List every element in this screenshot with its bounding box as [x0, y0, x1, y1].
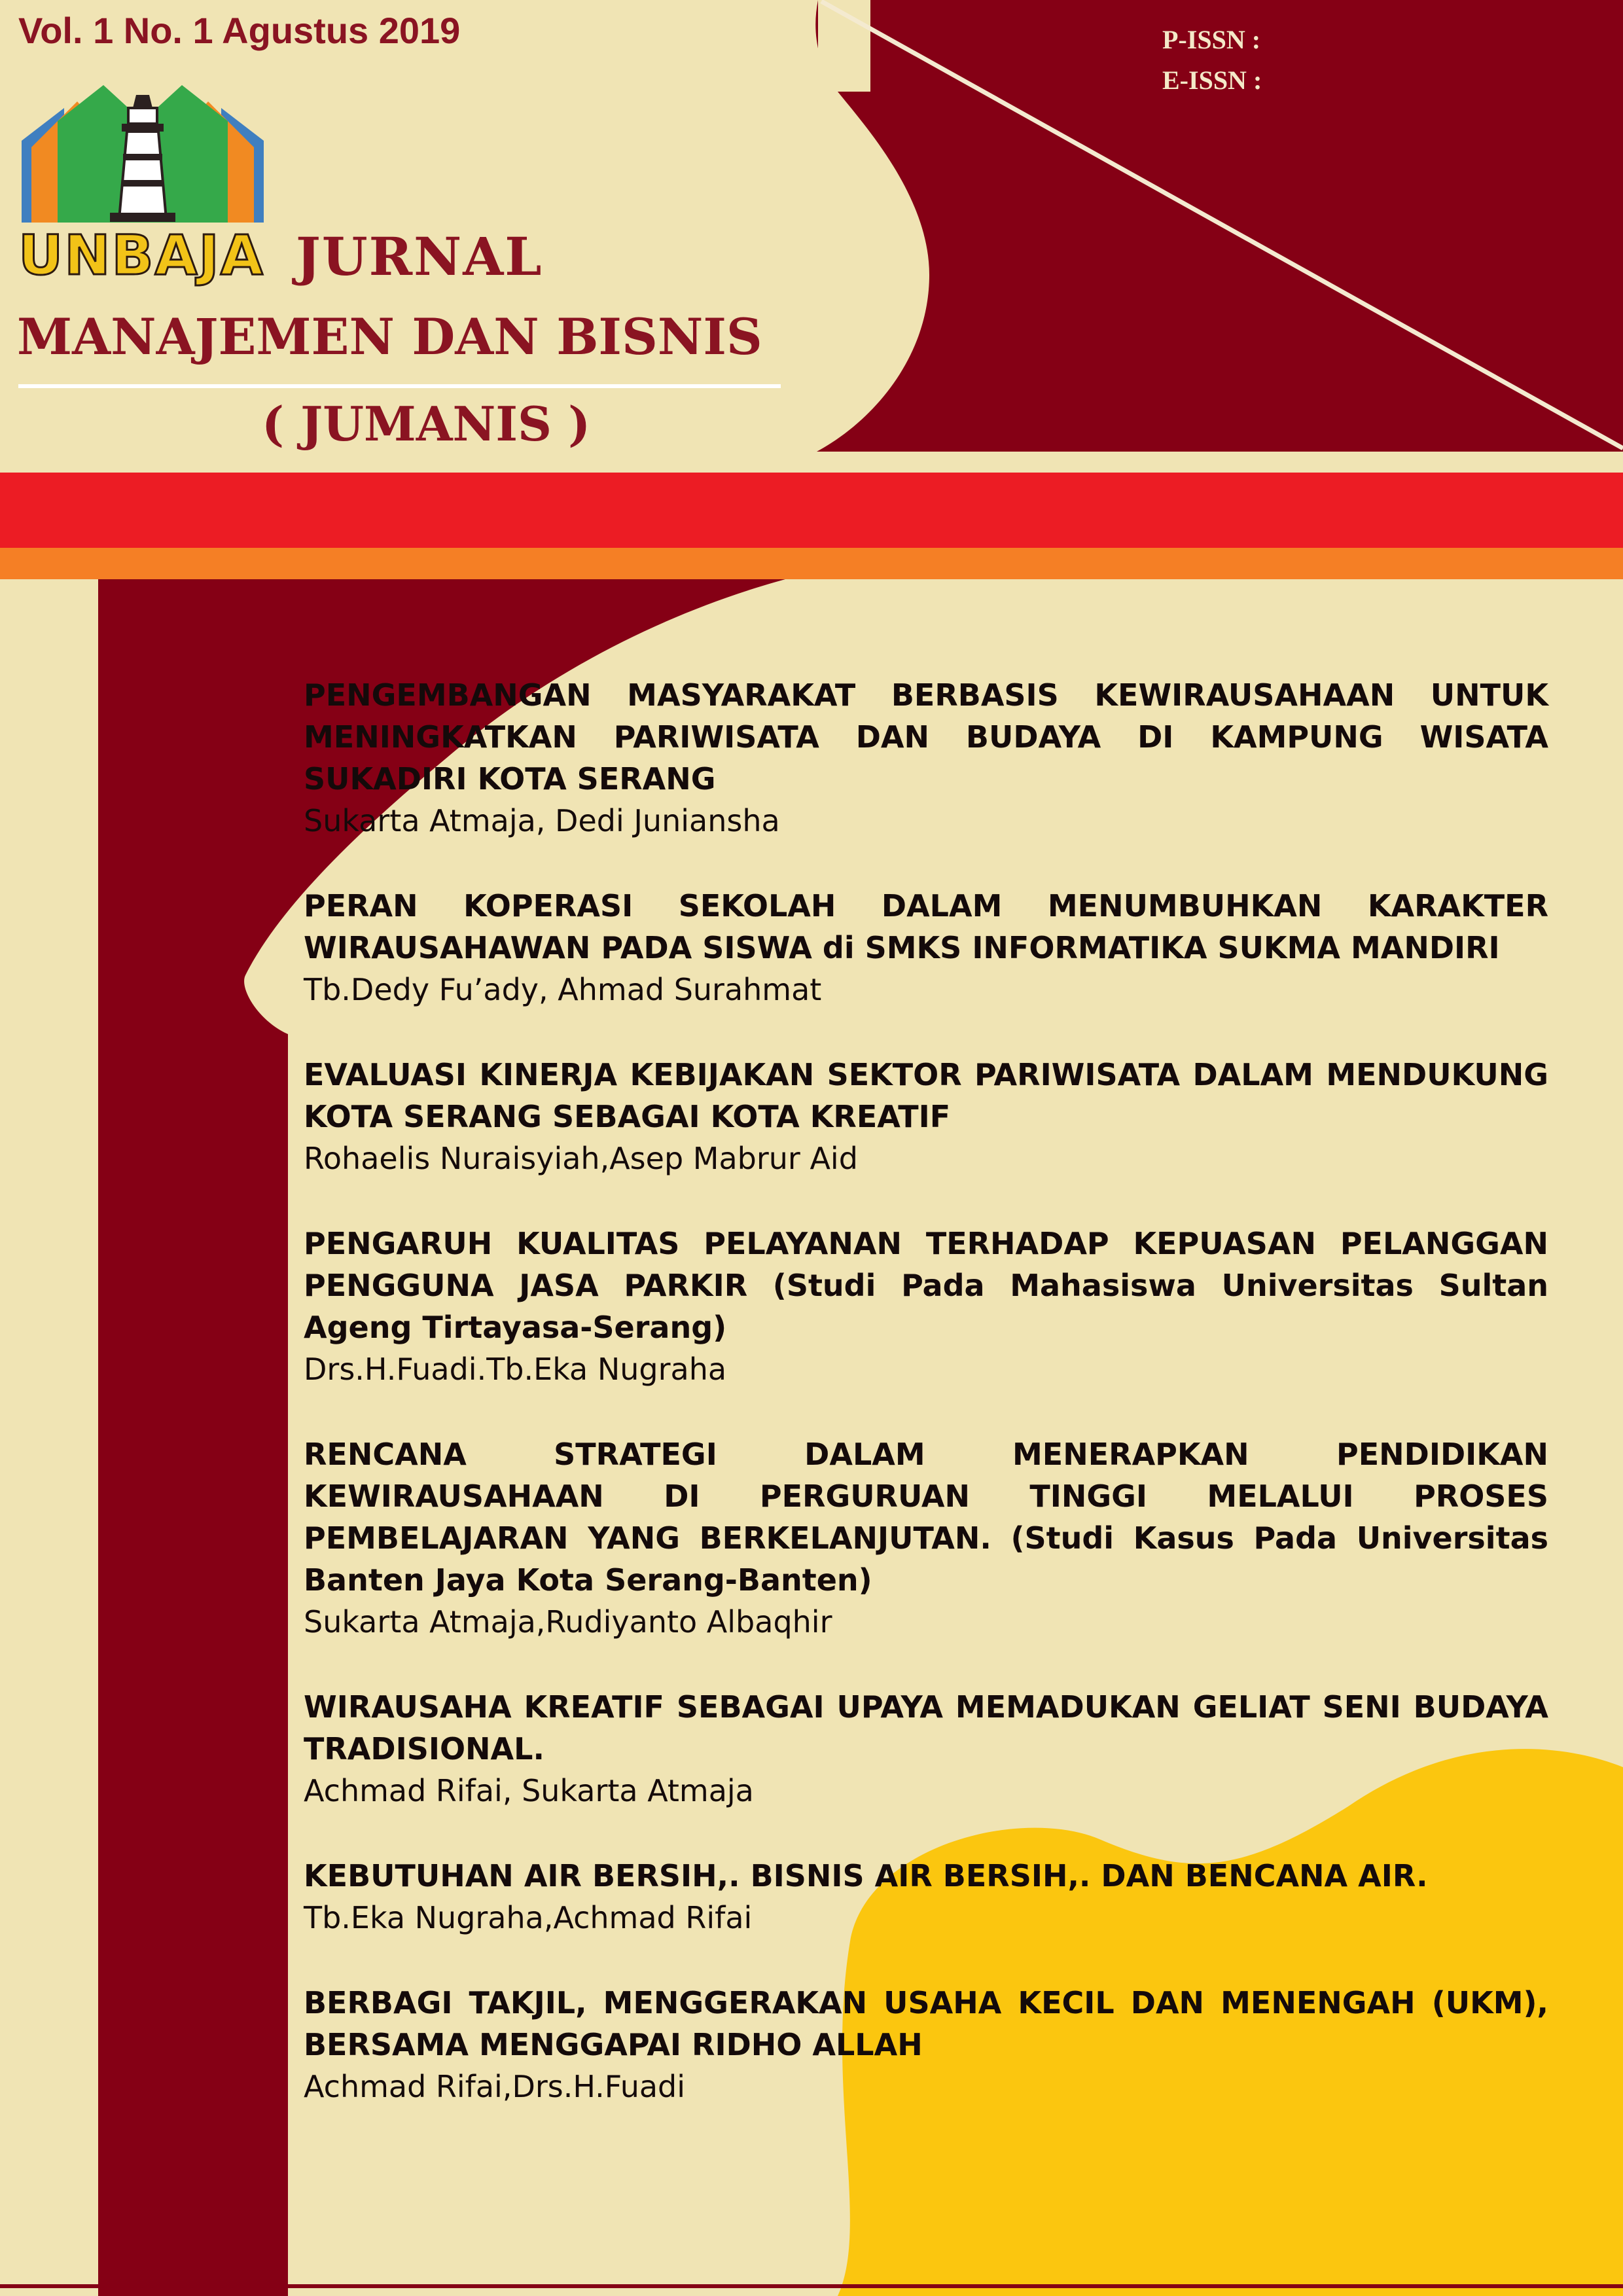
journal-abbreviation: ( JUMANIS ) — [262, 396, 591, 452]
journal-title-line1: JURNAL — [296, 226, 543, 287]
article-authors: Sukarta Atmaja,Rudiyanto Albaqhir — [304, 1604, 832, 1640]
article-authors: Achmad Rifai, Sukarta Atmaja — [304, 1773, 754, 1808]
article-entry[interactable] — [304, 1855, 1548, 1939]
article-title[interactable]: RENCANA STRATEGI DALAM MENERAPKAN PENDIDIKAN KEWIRAUSAHAAN DI PERGURUAN TINGGI MELALUI PROSES PEMBELAJARAN YANG BERKELANJUTAN. (Studi Kasus Pada Universitas Banten Jaya Kota Serang-Banten) — [304, 1437, 1548, 1598]
title-divider — [18, 383, 781, 389]
issue-label: Vol. 1 No. 1 Agustus 2019 — [18, 10, 461, 51]
article-entry[interactable] — [304, 1223, 1548, 1390]
logo-wordmark: UNBAJA — [18, 223, 264, 287]
article-authors: Tb.Dedy Fu’ady, Ahmad Surahmat — [304, 972, 822, 1007]
article-authors: Tb.Eka Nugraha,Achmad Rifai — [304, 1900, 753, 1935]
article-entry[interactable] — [304, 674, 1548, 842]
journal-title-line2: MANAJEMEN DAN BISNIS — [17, 308, 762, 366]
article-authors: Rohaelis Nuraisyiah,Asep Mabrur Aid — [304, 1141, 858, 1176]
article-entry[interactable] — [304, 1433, 1548, 1643]
article-authors: Drs.H.Fuadi.Tb.Eka Nugraha — [304, 1352, 727, 1387]
article-entry[interactable] — [304, 1686, 1548, 1812]
e-issn-label: E-ISSN : — [1162, 65, 1262, 95]
article-title[interactable]: KEBUTUHAN AIR BERSIH,. BISNIS AIR BERSIH,. DAN BENCANA AIR. — [304, 1858, 1428, 1893]
article-entry[interactable] — [304, 885, 1548, 1011]
article-authors: Sukarta Atmaja, Dedi Juniansha — [304, 803, 780, 838]
article-entry[interactable] — [304, 1054, 1548, 1179]
article-entry[interactable] — [304, 1982, 1548, 2108]
article-authors: Achmad Rifai,Drs.H.Fuadi — [304, 2069, 686, 2104]
article-title[interactable]: PENGEMBANGAN MASYARAKAT BERBASIS KEWIRAUSAHAAN UNTUK MENINGKATKAN PARIWISATA DAN BUDAYA DI KAMPUNG WISATA SUKADIRI KOTA SERANG — [304, 677, 1548, 797]
article-title[interactable]: WIRAUSAHA KREATIF SEBAGAI UPAYA MEMADUKAN GELIAT SENI BUDAYA TRADISIONAL. — [304, 1689, 1548, 1767]
article-title[interactable]: PERAN KOPERASI SEKOLAH DALAM MENUMBUHKAN KARAKTER WIRAUSAHAWAN PADA SISWA di SMKS INFORMATIKA SUKMA MANDIRI — [304, 888, 1548, 965]
article-title[interactable]: BERBAGI TAKJIL, MENGGERAKAN USAHA KECIL DAN MENENGAH (UKM), BERSAMA MENGGAPAI RIDHO ALLAH — [304, 1985, 1548, 2062]
p-issn-label: P-ISSN : — [1162, 25, 1261, 54]
article-title[interactable]: PENGARUH KUALITAS PELAYANAN TERHADAP KEPUASAN PELANGGAN PENGGUNA JASA PARKIR (Studi Pada Mahasiswa Universitas Sultan Ageng Tirtayasa-Serang) — [304, 1226, 1548, 1345]
article-title[interactable]: EVALUASI KINERJA KEBIJAKAN SEKTOR PARIWISATA DALAM MENDUKUNG KOTA SERANG SEBAGAI KOTA KREATIF — [304, 1057, 1548, 1134]
issn-block — [1162, 20, 1262, 101]
table-of-contents — [304, 674, 1548, 2151]
